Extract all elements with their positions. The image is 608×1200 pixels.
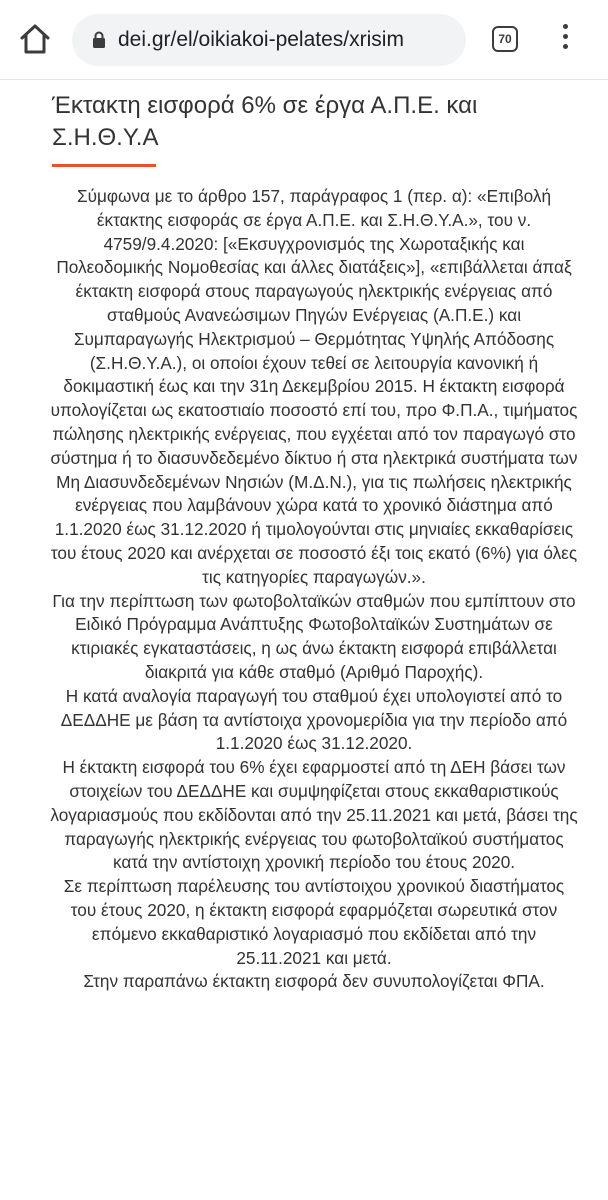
paragraph: Η έκτακτη εισφορά του 6% έχει εφαρμοστεί από τη ΔΕΗ βάσει των στοιχείων του ΔΕΔΔΗΕ και συμψηφίζεται στους εκκαθαριστικούς λογαριασμούς που εκδίδονται από την 25.11.2021 και μετά, βάσει της παραγωγής ηλεκτρικής ενέργειας του φωτοβολταϊκού συστήματος κατά την αντίστοιχη χρονική περίοδο του έτους 2020. — [50, 757, 578, 873]
browser-toolbar — [0, 0, 608, 80]
paragraph: Σύμφωνα με το άρθρο 157, παράγραφος 1 (περ. α): «Επιβολή έκτακτης εισφοράς σε έργα Α.Π.Ε. και Σ.Η.Θ.Υ.Α.», του ν. 4759/9.4.2020: [«Εκσυγχρονισμός της Χωροταξικής και Πολεοδομικής Νομοθεσίας και άλλες διατάξεις»], «επιβάλλεται άπαξ έκτακτη εισφορά στους παραγωγούς ηλεκτρικής ενέργειας από σταθμούς Ανανεώσιμων Πηγών Ενέργειας (Α.Π.Ε.) και Συμπαραγωγής Ηλεκτρισμού – Θερμότητας Υψηλής Απόδοσης (Σ.Η.Θ.Υ.Α.), οι οποίοι έχουν τεθεί σε λειτουργία κανονική ή δοκιμαστική έως και την 31η Δεκεμβρίου 2015. Η έκτακτη εισφορά υπολογίζεται ως εκατοστιαίο ποσοστό επί του, προ Φ.Π.Α., τιμήματος πώλησης ηλεκτρικής ενέργειας, που εγχέεται από τον παραγωγό στο σύστημα ή το διασυνδεδεμένο δίκτυο ή στα ηλεκτρικά συστήματα των Μη Διασυνδεδεμένων Νησιών (Μ.Δ.Ν.), για τις πωλήσεις ηλεκτρικής ενέργειας που λαμβάνουν χώρα κατά το χρονικό διάστημα από 1.1.2020 έως 31.12.2020 ή τιμολογούνται στις μηνιαίες εκκαθαρίσεις του έτους 2020 και ανέρχεται σε ποσοστό έξι τοις εκατό (6%) για όλες τις κατηγορίες παραγωγών.». — [50, 186, 578, 587]
overflow-menu-icon — [563, 24, 568, 29]
paragraph: Σε περίπτωση παρέλευσης του αντίστοιχου χρονικού διαστήματος του έτους 2020, η έκτακτη εισφορά εφαρμόζεται σωρευτικά στον επόμενο εκκαθαριστικό λογαριασμό που εκδίδεται από την 25.11.2021 και μετά. — [63, 876, 565, 968]
overflow-menu-dot — [563, 44, 568, 49]
overflow-menu-button[interactable] — [558, 24, 572, 56]
home-button[interactable] — [18, 22, 52, 56]
tab-count: 70 — [498, 32, 512, 46]
paragraph: Για την περίπτωση των φωτοβολταϊκών σταθμών που εμπίπτουν στο Ειδικό Πρόγραμμα Ανάπτυξης Φωτοβολταϊκών Συστημάτων σε κτιριακές εγκαταστάσεις, η ως άνω έκτακτη εισφορά επιβάλλεται διακριτά για κάθε σταθμό (Αριθμό Παροχής). — [52, 590, 576, 682]
article-body — [50, 185, 578, 994]
url-text: dei.gr/el/oikiakoi-pelates/xrisim — [118, 28, 404, 51]
lock-icon — [92, 31, 106, 49]
page-title: Έκτακτη εισφορά 6% σε έργα Α.Π.Ε. και Σ.Η.Θ.Υ.Α — [52, 92, 478, 151]
paragraph: Η κατά αναλογία παραγωγή του σταθμού έχει υπολογιστεί από το ΔΕΔΔΗΕ με βάση τα αντίστοιχα χρονομερίδια για την περίοδο από 1.1.2020 έως 31.12.2020. — [60, 685, 568, 754]
tab-switcher-button[interactable] — [492, 26, 518, 52]
article — [0, 80, 578, 994]
title-underline — [52, 164, 156, 167]
overflow-menu-dot — [563, 34, 568, 39]
paragraph: Στην παραπάνω έκτακτη εισφορά δεν συνυπολογίζεται ΦΠΑ. — [83, 971, 545, 992]
address-bar[interactable] — [72, 14, 466, 66]
home-icon — [18, 22, 52, 56]
